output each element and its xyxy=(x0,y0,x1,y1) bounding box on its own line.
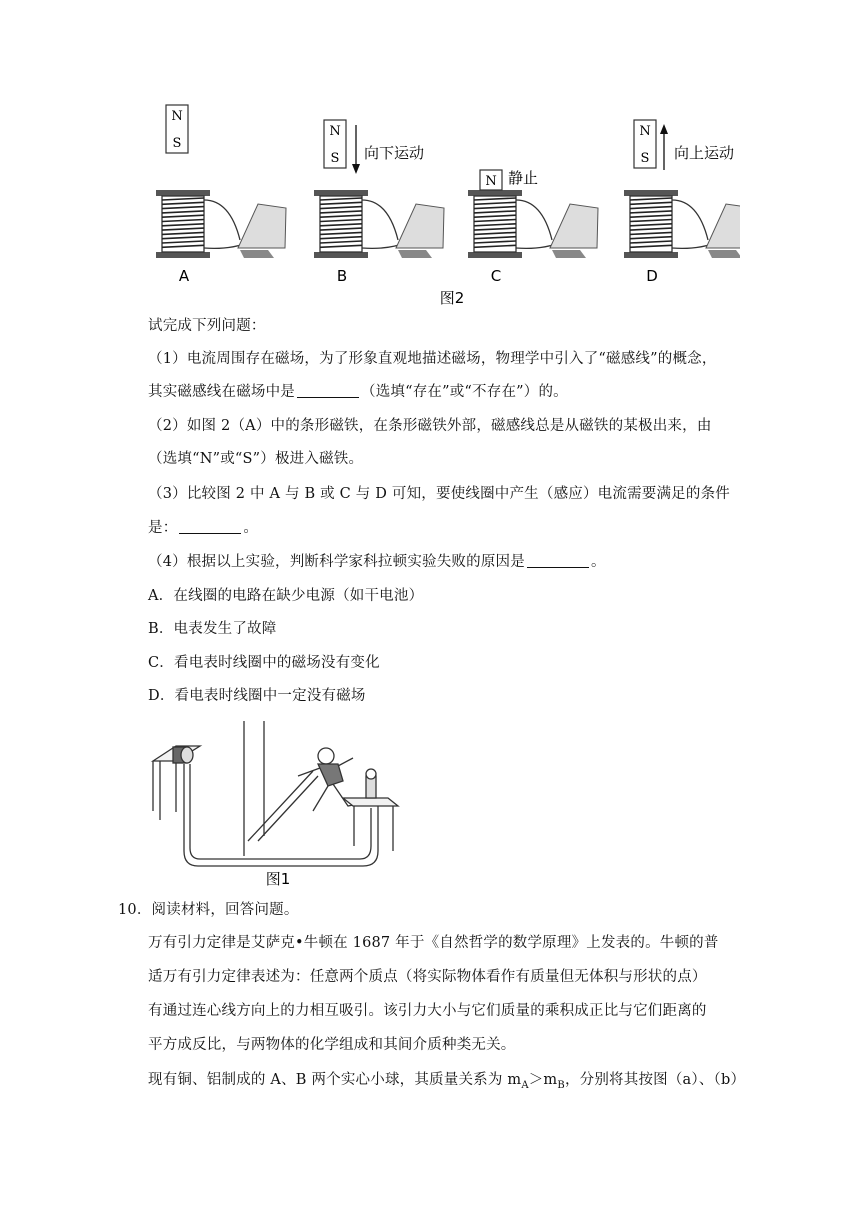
panel-label: D xyxy=(646,267,658,285)
q10-p1-line2: 适万有引力定律表述为：任意两个质点（将实际物体看作有质量但无体积与形状的点） xyxy=(148,969,707,985)
motion-note: 向下运动 xyxy=(364,144,425,162)
q10-p1-line4: 平方成反比，与两物体的化学组成和其间介质种类无关。 xyxy=(148,1037,516,1053)
motion-note: 向上运动 xyxy=(674,144,735,162)
figure-2-panel-b xyxy=(314,120,444,285)
q2-line2: （选填“N”或“S”）极进入磁铁。 xyxy=(148,451,364,467)
magnet-n-label: N xyxy=(329,124,341,139)
q4-option-b[interactable]: B．电表发生了故障 xyxy=(148,621,277,637)
magnet-n-label: N xyxy=(171,109,183,124)
q4-option-c[interactable]: C．看电表时线圈中的磁场没有变化 xyxy=(148,655,380,671)
motion-note: 静止 xyxy=(508,169,539,187)
q1-line2: 其实磁感线在磁场中是 （选填“存在”或“不存在”）的。 xyxy=(148,384,568,400)
q3-line2: 是： 。 xyxy=(148,520,259,536)
magnet-s-label: S xyxy=(172,136,182,151)
q3-blank[interactable] xyxy=(179,519,241,534)
q1-blank[interactable] xyxy=(297,383,359,398)
q4-option-d[interactable]: D．看电表时线圈中一定没有磁场 xyxy=(148,688,366,704)
magnet-s-label: S xyxy=(330,151,340,166)
figure-2-caption: 图2 xyxy=(439,289,465,307)
q10-p2-line1: 现有铜、铝制成的 A、B 两个实心小球，其质量关系为 $m_A>m_B$，分别将其按图（a）、（b） xyxy=(148,1072,746,1091)
magnet-n-label: N xyxy=(639,124,651,139)
magnet-n-label: N xyxy=(485,174,497,189)
figure-2 xyxy=(140,100,740,310)
q10-title: 10．阅读材料，回答问题。 xyxy=(118,902,299,918)
panel-label: C xyxy=(490,267,502,285)
q10-p1-line1: 万有引力定律是艾萨克•牛顿在 1687 年于《自然哲学的数学原理》上发表的。牛顿的普 xyxy=(148,935,719,951)
figure-1 xyxy=(148,716,438,891)
intro-text: 试完成下列问题： xyxy=(148,318,266,334)
q4-option-a[interactable]: A．在线圈的电路在缺少电源（如干电池） xyxy=(148,588,424,604)
q10-p1-line3: 有通过连心线方向上的力相互吸引。该引力大小与它们质量的乘积成正比与它们距离的 xyxy=(148,1003,707,1019)
figure-1-caption: 图1 xyxy=(265,870,291,888)
magnet-s-label: S xyxy=(640,151,650,166)
q3-line1: （3）比较图 2 中 A 与 B 或 C 与 D 可知，要使线圈中产生（感应）电流需要满足的条件 xyxy=(148,486,730,502)
q1-line1: （1）电流周围存在磁场，为了形象直观地描述磁场，物理学中引入了“磁感线”的概念， xyxy=(148,351,717,367)
figure-2-panel-a xyxy=(156,105,286,285)
q2-line1: （2）如图 2（A）中的条形磁铁，在条形磁铁外部，磁感线总是从磁铁的某极出来，由 xyxy=(148,418,712,434)
q4-blank[interactable] xyxy=(527,553,589,568)
figure-2-panel-d xyxy=(624,120,740,285)
panel-label: B xyxy=(336,267,348,285)
q4-stem: （4）根据以上实验，判断科学家科拉顿实验失败的原因是 。 xyxy=(148,554,606,570)
figure-2-panel-c xyxy=(468,169,598,285)
panel-label: A xyxy=(178,267,190,285)
